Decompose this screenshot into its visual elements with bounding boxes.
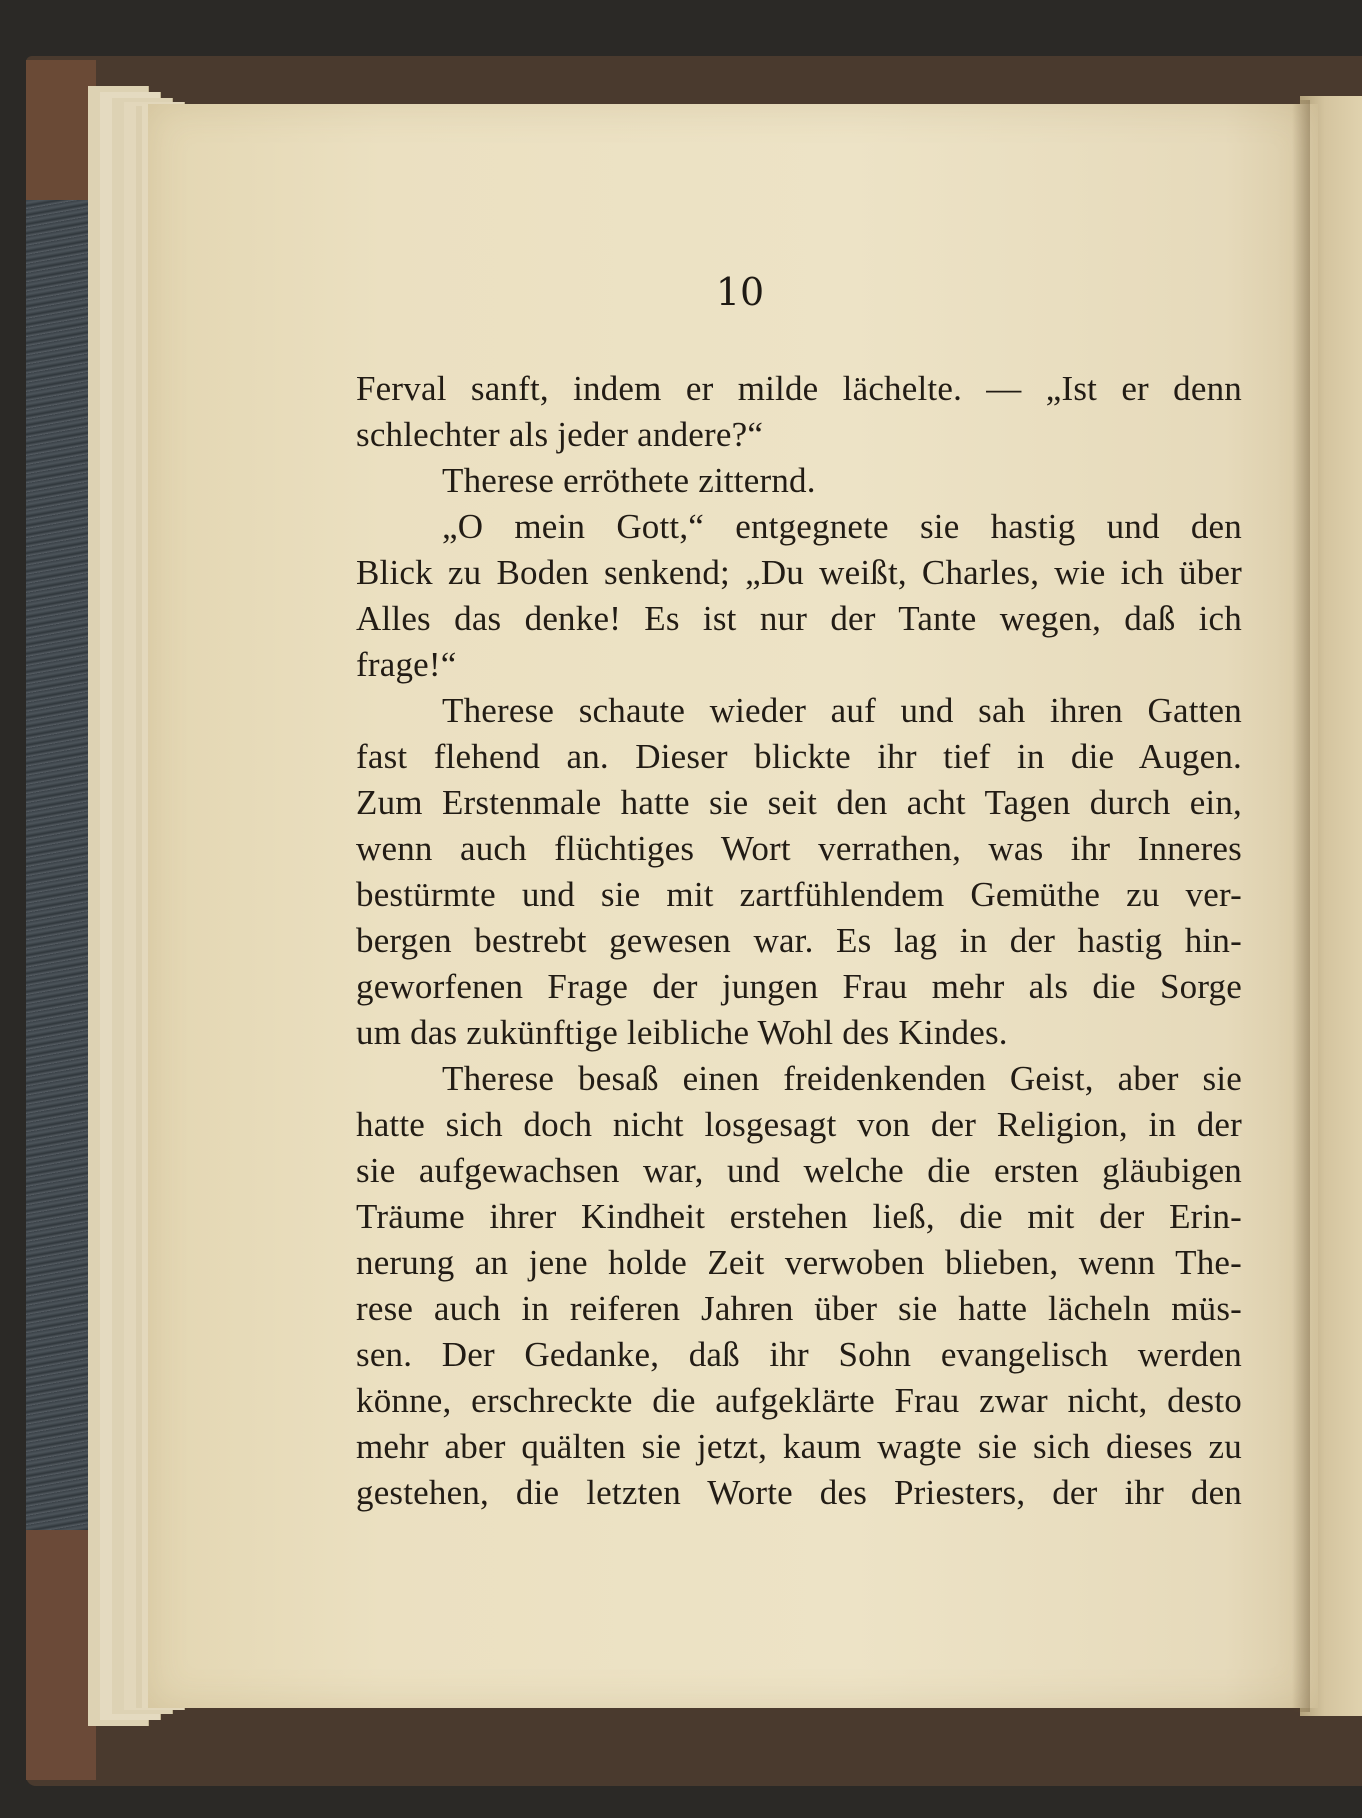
text-line: geworfenen Frage der jungen Frau mehr als die Sorge bbox=[356, 967, 1242, 1006]
text-line: „O mein Gott,“ entgegnete sie hastig und den bbox=[442, 507, 1242, 546]
text-line: bergen bestrebt gewesen war. Es lag in der hastig hin- bbox=[356, 921, 1242, 960]
gutter-shadow bbox=[1292, 100, 1310, 1712]
text-line: Therese erröthete zitternd. bbox=[442, 461, 816, 500]
text-line: gestehen, die letzten Worte des Priesters, der ihr den bbox=[356, 1473, 1242, 1512]
text-line: bestürmte und sie mit zartfühlendem Gemüthe zu ver- bbox=[356, 875, 1242, 914]
text-line: Blick zu Boden senkend; „Du weißt, Charles, wie ich über bbox=[356, 553, 1242, 592]
text-line: Träume ihrer Kindheit erstehen ließ, die mit der Erin- bbox=[356, 1197, 1242, 1236]
page-number: 10 bbox=[715, 270, 765, 314]
cover-leather-bottom bbox=[26, 1530, 96, 1780]
text-line: Therese schaute wieder auf und sah ihren Gatten bbox=[442, 691, 1242, 730]
text-line: könne, erschreckte die aufgeklärte Frau zwar nicht, desto bbox=[356, 1381, 1242, 1420]
text-line: Ferval sanft, indem er milde lächelte. — „Ist er denn bbox=[356, 369, 1242, 408]
text-line: fast flehend an. Dieser blickte ihr tief in die Augen. bbox=[356, 737, 1242, 776]
text-line: sie aufgewachsen war, und welche die ersten gläubigen bbox=[356, 1151, 1242, 1190]
text-line: mehr aber quälten sie jetzt, kaum wagte sie sich dieses zu bbox=[356, 1427, 1242, 1466]
text-line: Alles das denke! Es ist nur der Tante wegen, daß ich bbox=[356, 599, 1242, 638]
text-line: um das zukünftige leibliche Wohl des Kindes. bbox=[356, 1013, 1008, 1052]
text-line: Zum Erstenmale hatte sie seit den acht Tagen durch ein, bbox=[356, 783, 1242, 822]
body-text bbox=[356, 366, 1242, 1516]
text-line: Therese besaß einen freidenkenden Geist, aber sie bbox=[442, 1059, 1242, 1098]
text-line: schlechter als jeder andere?“ bbox=[356, 415, 764, 454]
cover-marbled-paper bbox=[26, 200, 88, 1530]
text-line: hatte sich doch nicht losgesagt von der Religion, in der bbox=[356, 1105, 1242, 1144]
cover-leather-top bbox=[26, 60, 96, 200]
text-line: rese auch in reiferen Jahren über sie hatte lächeln müs- bbox=[356, 1289, 1242, 1328]
text-line: nerung an jene holde Zeit verwoben blieben, wenn The- bbox=[356, 1243, 1242, 1282]
text-line: wenn auch flüchtiges Wort verrathen, was ihr Inneres bbox=[356, 829, 1242, 868]
text-line: sen. Der Gedanke, daß ihr Sohn evangelisch werden bbox=[356, 1335, 1242, 1374]
text-line: frage!“ bbox=[356, 645, 457, 684]
